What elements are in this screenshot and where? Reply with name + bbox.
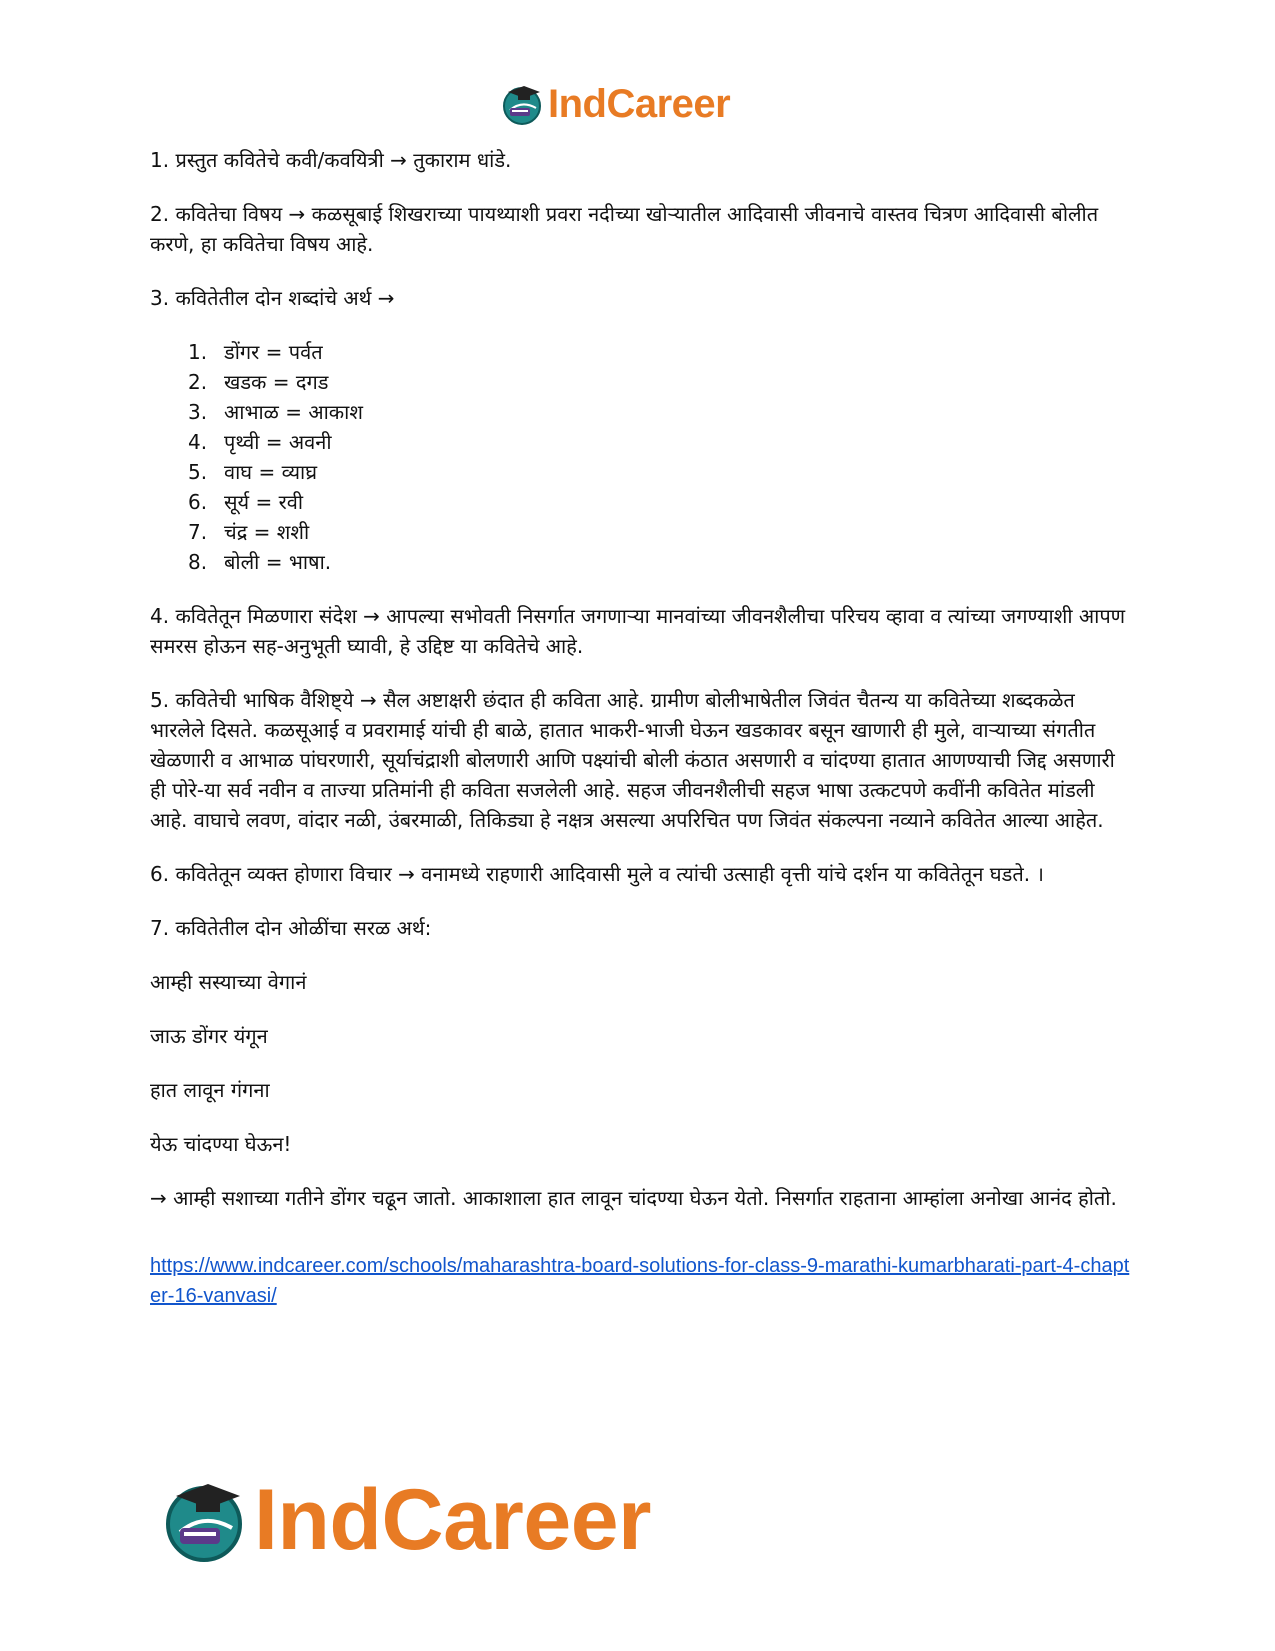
paragraph-word-meanings-heading: 3. कवितेतील दोन शब्दांचे अर्थ →	[150, 286, 395, 310]
paragraph-lines-meaning-heading: 7. कवितेतील दोन ओळींचा सरळ अर्थ:	[150, 916, 432, 940]
list-item-number: 2.	[188, 370, 208, 394]
paragraph-author: 1. प्रस्तुत कवितेचे कवी/कवयित्री → तुकाराम धांडे.	[150, 148, 512, 172]
poem-line: जाऊ डोंगर यंगून	[150, 1024, 268, 1048]
logo-wordmark: IndCareer	[254, 1471, 651, 1568]
list-item-text: बोली = भाषा.	[224, 550, 332, 574]
paragraph-simple-meaning: → आम्ही सशाच्या गतीने डोंगर चढून जातो. आकाशाला हात लावून चांदण्या घेऊन येतो. निसर्गात राहताना आम्हांला अनोखा आनंद होतो.	[150, 1186, 1117, 1210]
poem-line: हात लावून गंगना	[150, 1078, 270, 1102]
list-item-text: वाघ = व्याघ्र	[224, 460, 318, 484]
list-item-text: चंद्र = शशी	[224, 520, 310, 544]
graduation-globe-icon	[160, 1476, 248, 1564]
list-item-number: 5.	[188, 460, 208, 484]
graduation-globe-icon	[500, 82, 544, 126]
list-item-number: 4.	[188, 430, 208, 454]
footer-logo	[160, 1470, 651, 1570]
source-link[interactable]: https://www.indcareer.com/schools/maharashtra-board-solutions-for-class-9-marathi-kumarbharati-part-4-chapter-16-vanvasi/	[150, 1255, 1130, 1307]
poem-line: येऊ चांदण्या घेऊन!	[150, 1132, 292, 1156]
list-item-text: डोंगर = पर्वत	[224, 340, 323, 364]
word-meaning-list	[150, 337, 1135, 577]
list-item	[150, 427, 1135, 457]
poem-line: आम्ही सस्याच्या वेगानं	[150, 970, 307, 994]
paragraph-subject: 2. कवितेचा विषय → कळसूबाई शिखराच्या पायथ्याशी प्रवरा नदीच्या खोऱ्यातील आदिवासी जीवनाचे वास्तव चित्रण आदिवासी बोलीत करणे, हा कवितेचा विषय आहे.	[150, 202, 1099, 256]
main-content	[150, 145, 1135, 1311]
list-item	[150, 337, 1135, 367]
list-item-number: 3.	[188, 400, 208, 424]
header-logo	[500, 80, 730, 128]
list-item	[150, 457, 1135, 487]
list-item-number: 6.	[188, 490, 208, 514]
list-item-text: खडक = दगड	[224, 370, 329, 394]
list-item-number: 7.	[188, 520, 208, 544]
list-item-text: पृथ्वी = अवनी	[224, 430, 332, 454]
paragraph-thought: 6. कवितेतून व्यक्त होणारा विचार → वनामध्ये राहणारी आदिवासी मुले व त्यांची उत्साही वृत्ती यांचे दर्शन या कवितेतून घडते. ।	[150, 862, 1045, 886]
list-item-number: 8.	[188, 550, 208, 574]
list-item	[150, 397, 1135, 427]
list-item-text: आभाळ = आकाश	[224, 400, 363, 424]
list-item	[150, 517, 1135, 547]
paragraph-language-features: 5. कवितेची भाषिक वैशिष्ट्ये → सैल अष्टाक्षरी छंदात ही कविता आहे. ग्रामीण बोलीभाषेतील जिवंत चैतन्य या कवितेच्या शब्दकळेत भारलेले दिसते. कळसूआई व प्रवरामाई यांची ही बाळे, हातात भाकरी-भाजी घेऊन खडकावर बसून खाणारी ही मुले, वाऱ्याच्या संगतीत खेळणारी व आभाळ पांघरणारी, सूर्याचंद्राशी बोलणारी आणि पक्ष्यांची बोली कंठात असणारी व चांदण्या हातात आणण्याची जिद्द असणारी ही पोरे-या सर्व नवीन व ताज्या प्रतिमांनी ही कविता सजलेली आहे. सहज जीवनशैलीची सहज भाषा उत्कटपणे कवींनी कवितेत मांडली आहे. वाघाचे लवण, वांदार नळी, उंबरमाळी, तिकिड्या हे नक्षत्र असल्या अपरिचित पण जिवंत संकल्पना नव्याने कवितेत आल्या आहेत.	[150, 688, 1115, 832]
list-item-text: सूर्य = रवी	[224, 490, 304, 514]
logo-wordmark: IndCareer	[548, 81, 731, 126]
list-item-number: 1.	[188, 340, 208, 364]
list-item	[150, 547, 1135, 577]
paragraph-message: 4. कवितेतून मिळणारा संदेश → आपल्या सभोवती निसर्गात जगणाऱ्या मानवांच्या जीवनशैलीचा परिचय व्हावा व त्यांच्या जगण्याशी आपण समरस होऊन सह-अनुभूती घ्यावी, हे उद्दिष्ट या कवितेचे आहे.	[150, 604, 1126, 658]
list-item	[150, 487, 1135, 517]
list-item	[150, 367, 1135, 397]
